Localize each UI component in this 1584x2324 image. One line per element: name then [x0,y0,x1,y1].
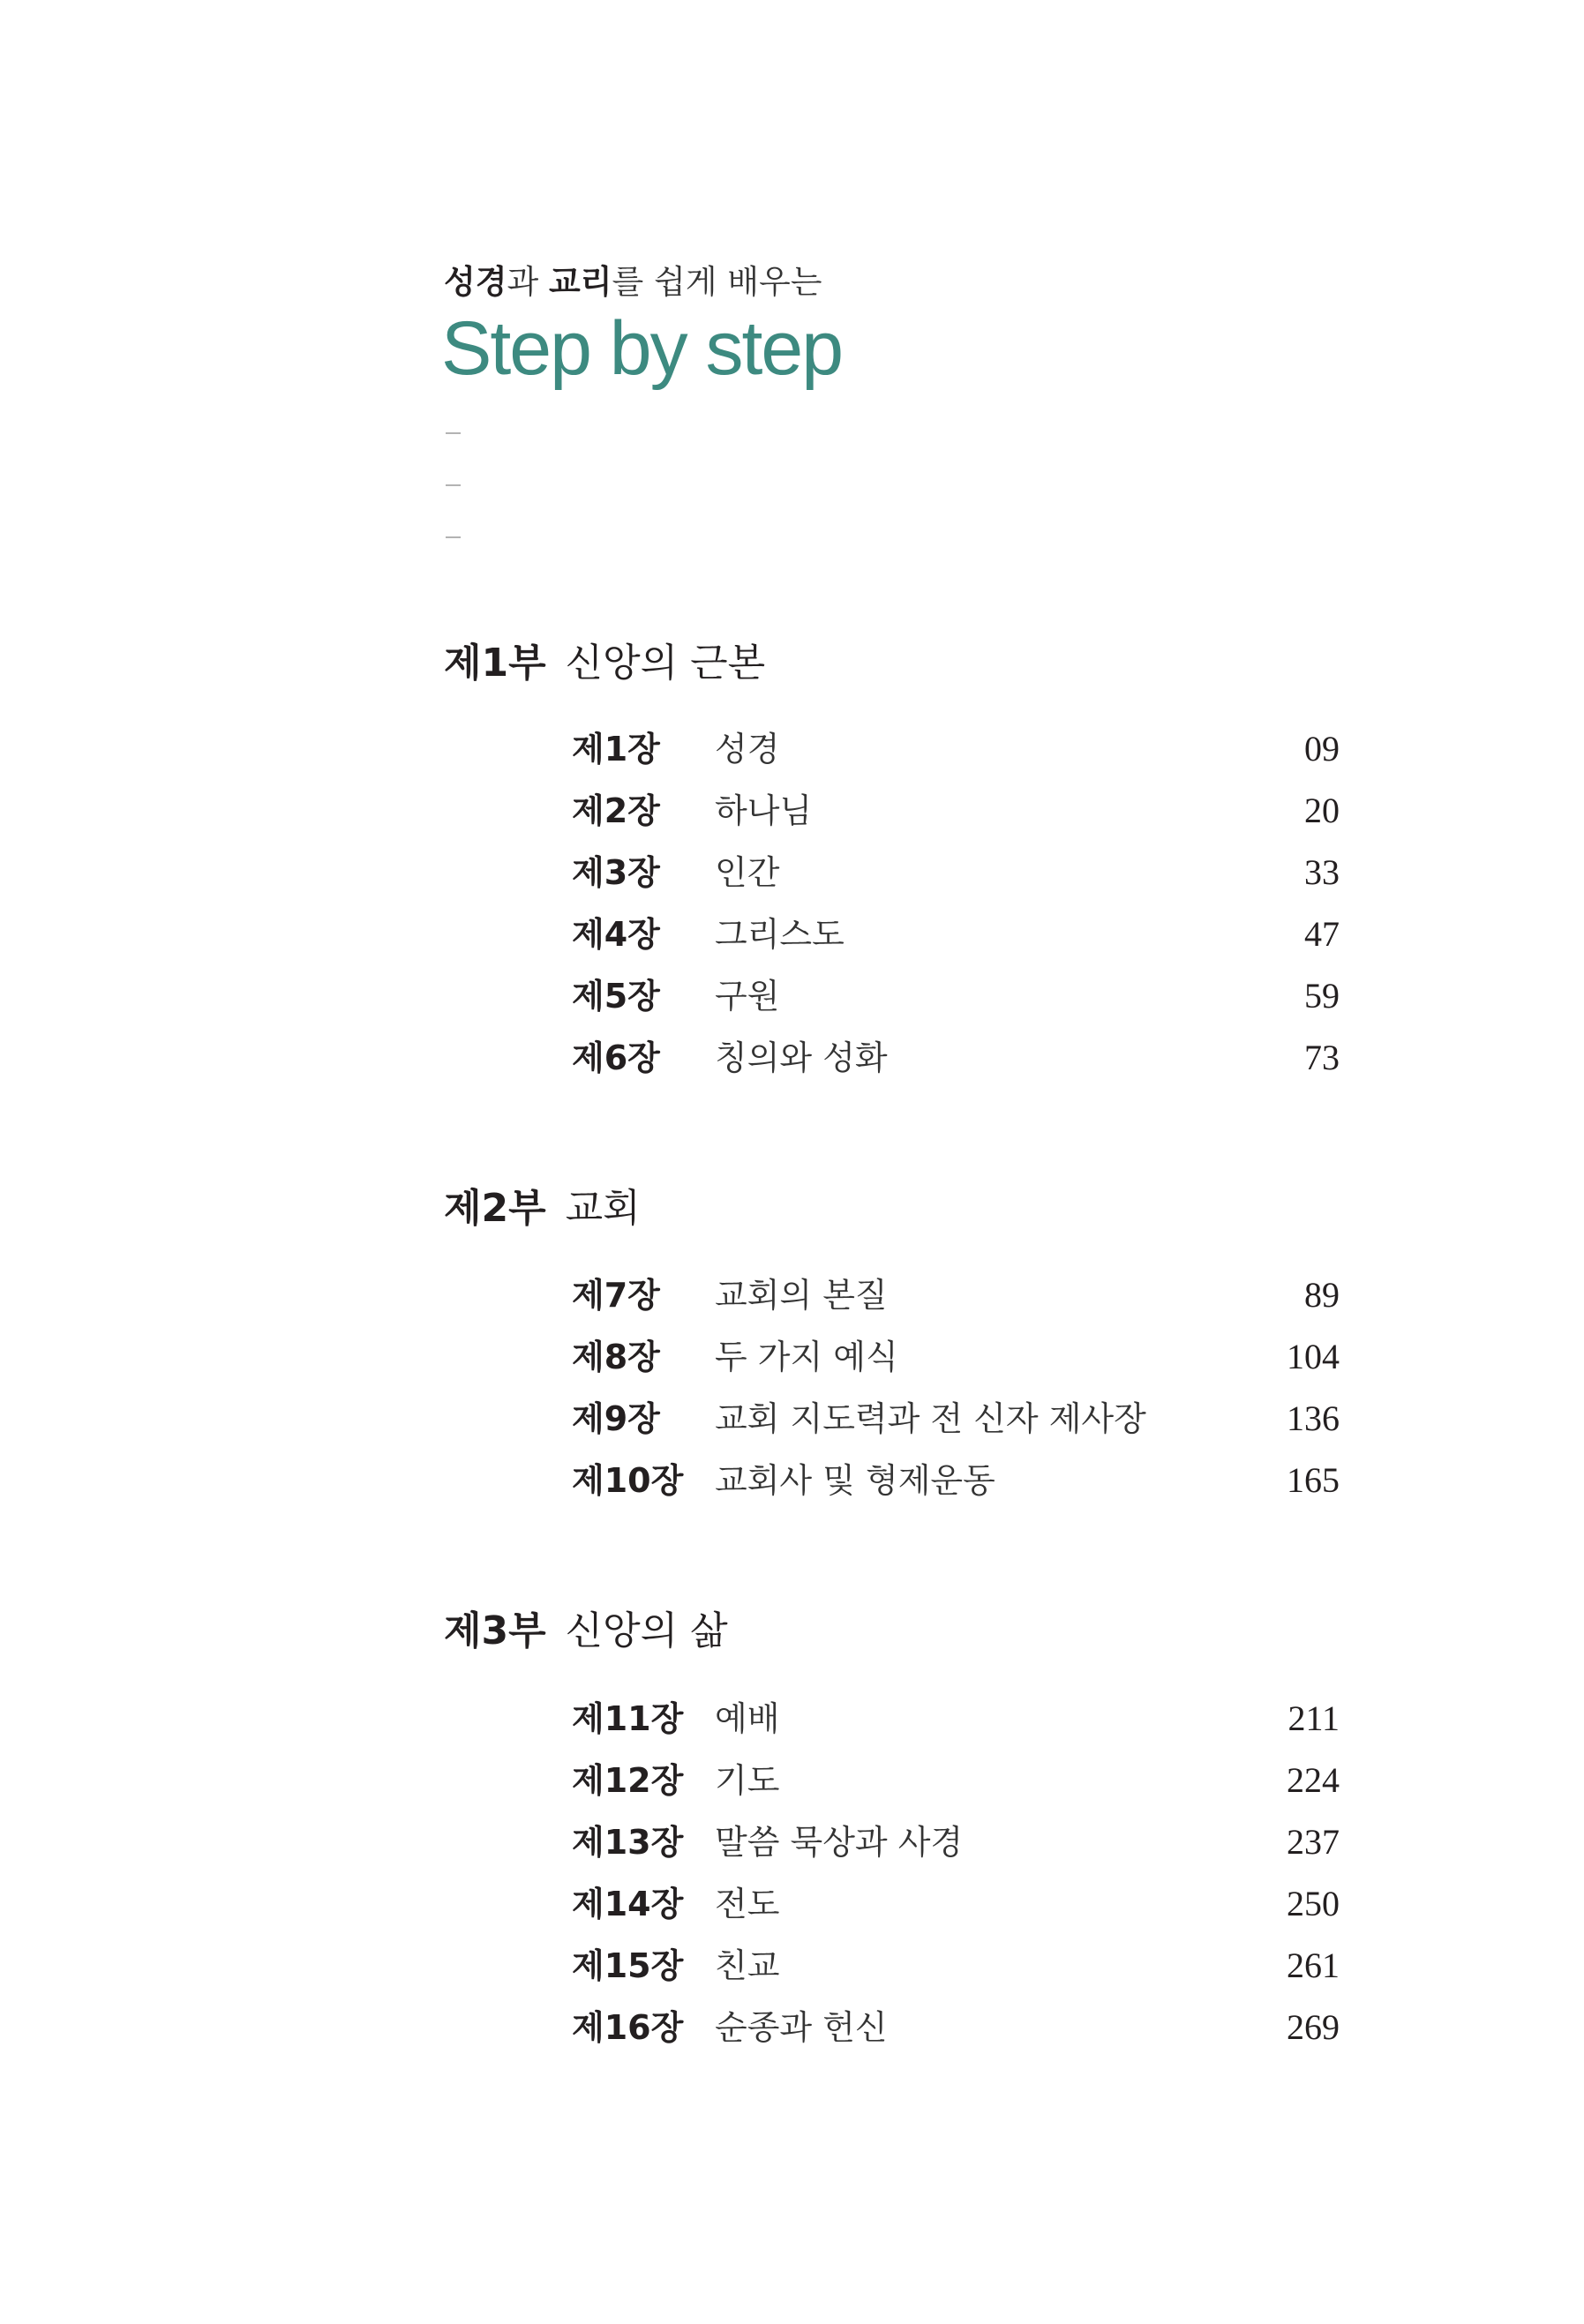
chapter-title: 그리스도 [715,915,845,954]
toc-entry[interactable] [572,1750,1340,1811]
page-number: 73 [1304,1038,1340,1077]
part-number: 제2부 [444,1186,546,1231]
toc-entry[interactable] [572,1027,1340,1089]
chapter-title: 칭의와 성화 [715,1038,888,1077]
toc-entry[interactable] [572,1997,1340,2058]
chapter-number: 제8장 [572,1338,660,1376]
chapter-number: 제7장 [572,1276,660,1315]
part-title: 신앙의 근본 [565,641,766,686]
chapter-number: 제2장 [572,791,660,830]
page-number: 237 [1287,1822,1340,1862]
toc-entry[interactable] [572,780,1340,842]
toc-entry[interactable] [572,1264,1340,1326]
chapter-title: 구원 [715,977,780,1016]
chapter-list-part-3 [572,1688,1340,2058]
part-title: 신앙의 삶 [565,1608,728,1653]
chapter-title: 친교 [715,1946,780,1985]
toc-entry[interactable] [572,718,1340,780]
page-number: 47 [1304,914,1340,954]
page-number: 250 [1287,1884,1340,1923]
subtitle-rest: 를 쉽게 배우는 [612,263,822,301]
toc-entry[interactable] [572,1873,1340,1935]
page-number: 261 [1287,1945,1340,1985]
chapter-number: 제1장 [572,730,660,768]
chapter-title: 교회사 및 형제운동 [715,1461,995,1500]
chapter-list-part-2 [572,1264,1340,1511]
page-number: 09 [1304,729,1340,768]
chapter-title: 기도 [715,1761,780,1800]
toc-entry[interactable] [572,1388,1340,1450]
page-number: 136 [1287,1398,1340,1438]
chapter-title: 성경 [715,730,780,768]
chapter-title: 말씀 묵상과 사경 [715,1823,964,1862]
chapter-number: 제14장 [572,1885,684,1923]
toc-entry[interactable] [572,1326,1340,1388]
part-heading-3 [444,1605,728,1658]
part-heading-2 [444,1182,641,1235]
page-number: 165 [1287,1460,1340,1500]
toc-entry[interactable] [572,965,1340,1027]
chapter-title: 교회 지도력과 전 신자 제사장 [715,1399,1146,1438]
page-number: 269 [1287,2007,1340,2047]
chapter-title: 인간 [715,853,780,892]
chapter-title: 예배 [715,1699,780,1738]
page-number: 104 [1287,1337,1340,1376]
part-number: 제1부 [444,641,546,686]
toc-entry[interactable] [572,1688,1340,1750]
toc-entry[interactable] [572,1935,1340,1997]
chapter-title: 교회의 본질 [715,1276,888,1315]
chapter-number: 제16장 [572,2008,684,2047]
part-title: 교회 [565,1186,641,1231]
chapter-number: 제3장 [572,853,660,892]
chapter-list-part-1 [572,718,1340,1089]
chapter-number: 제12장 [572,1761,684,1800]
toc-entry[interactable] [572,1811,1340,1873]
chapter-number: 제4장 [572,915,660,954]
brand-title: Step by step [441,306,843,391]
chapter-number: 제13장 [572,1823,684,1862]
chapter-number: 제10장 [572,1461,684,1500]
dash-divider [446,484,461,486]
toc-entry[interactable] [572,1450,1340,1511]
part-number: 제3부 [444,1608,546,1653]
book-subtitle [444,260,822,304]
page-number: 59 [1304,976,1340,1016]
page-number: 211 [1287,1698,1340,1738]
chapter-title: 두 가지 예식 [715,1338,898,1376]
toc-entry[interactable] [572,842,1340,903]
subtitle-doctrine: 교리 [549,263,612,301]
chapter-number: 제11장 [572,1699,684,1738]
page-number: 20 [1304,791,1340,830]
chapter-title: 전도 [715,1885,780,1923]
chapter-number: 제5장 [572,977,660,1016]
chapter-title: 하나님 [715,791,813,830]
page-number: 89 [1304,1275,1340,1315]
subtitle-and: 과 [507,263,549,301]
dash-divider-list [446,432,472,588]
chapter-number: 제6장 [572,1038,660,1077]
chapter-number: 제9장 [572,1399,660,1438]
page-number: 224 [1287,1760,1340,1800]
part-heading-1 [444,637,765,690]
chapter-title: 순종과 헌신 [715,2008,888,2047]
toc-entry[interactable] [572,903,1340,965]
dash-divider [446,536,461,538]
dash-divider [446,432,461,434]
chapter-number: 제15장 [572,1946,684,1985]
page-number: 33 [1304,852,1340,892]
subtitle-bible: 성경 [444,263,507,301]
